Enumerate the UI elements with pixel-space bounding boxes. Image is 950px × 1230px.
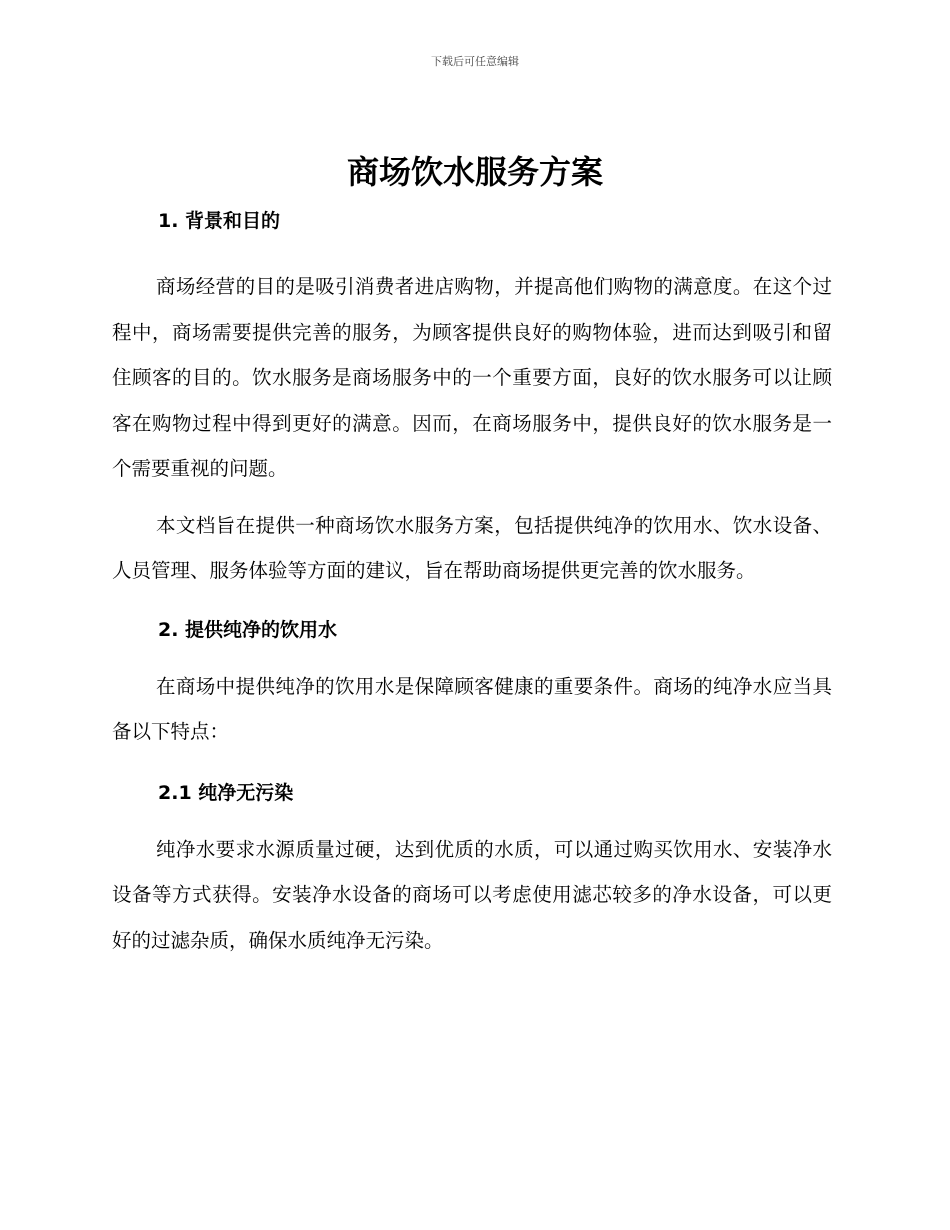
header-note: 下载后可任意编辑 (431, 55, 519, 68)
paragraph-pure-water: 在商场中提供纯净的饮用水是保障顾客健康的重要条件。商场的纯净水应当具备以下特点： (112, 674, 832, 743)
paragraph-background-2: 本文档旨在提供一种商场饮水服务方案，包括提供纯净的饮用水、饮水设备、人员管理、服务体验等方面的建议，旨在帮助商场提供更完善的饮水服务。 (112, 513, 832, 582)
paragraph-background-1: 商场经营的目的是吸引消费者进店购物，并提高他们购物的满意度。在这个过程中，商场需要提供完善的服务，为顾客提供良好的购物体验，进而达到吸引和留住顾客的目的。饮水服务是商场服务中的一个重要方面，良好的饮水服务可以让顾客在购物过程中得到更好的满意。因而，在商场服务中，提供良好的饮水服务是一个需要重视的问题。 (112, 275, 832, 480)
document-body (112, 205, 832, 963)
document-title: 商场饮水服务方案 (346, 153, 603, 191)
section-heading-no-pollution: 2.1 纯净无污染 (158, 781, 294, 804)
section-heading-background: 1. 背景和目的 (158, 210, 281, 232)
paragraph-no-pollution: 纯净水要求水源质量过硬，达到优质的水质，可以通过购买饮用水、安装净水设备等方式获得。安装净水设备的商场可以考虑使用滤芯较多的净水设备，可以更好的过滤杂质，确保水质纯净无污染。 (112, 837, 832, 952)
section-heading-pure-water: 2. 提供纯净的饮用水 (158, 618, 338, 641)
